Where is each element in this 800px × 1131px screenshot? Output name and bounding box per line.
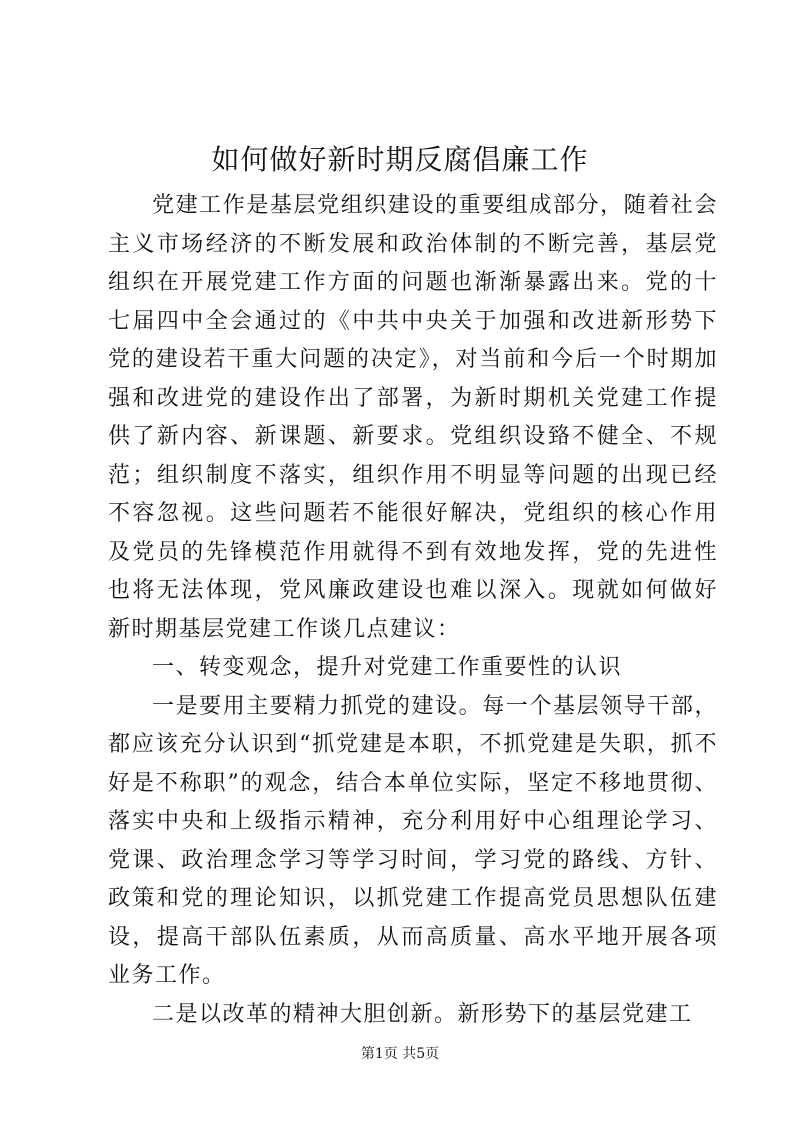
paragraph-intro: 党建工作是基层党组织建设的重要组成部分，随着社会主义市场经济的不断发展和政治体制的不断完善，基层党组织在开展党建工作方面的问题也渐渐暴露出来。党的十七届四中全会通过的《中共中央关于加强和改进新形势下党的建设若干重大问题的决定》，对当前和今后一个时期加强和改进党的建设作出了部署，为新时期机关党建工作提供了新内容、新课题、新要求。党组织设臵不健全、不规范；组织制度不落实，组织作用不明显等问题的出现已经不容忽视。这些问题若不能很好解决，党组织的核心作用及党员的先锋模范作用就得不到有效地发挥，党的先进性也将无法体现，党风廉政建设也难以深入。现就如何做好新时期基层党建工作谈几点建议：: [108, 193, 718, 642]
document-body: [108, 187, 718, 1034]
paragraph-point-2: 二是以改革的精神大胆创新。新形势下的基层党建工: [152, 1001, 693, 1027]
section-heading-1: 一、转变观念，提升对党建工作重要性的认识: [152, 655, 623, 680]
document-title: 如何做好新时期反腐倡廉工作: [211, 143, 589, 176]
page-footer: 第1页 共5页: [360, 1046, 440, 1062]
paragraph-point-1: 一是要用主要精力抓党的建设。每一个基层领导干部，都应该充分认识到“抓党建是本职，不抓党建是失职，抓不好是不称职”的观念，结合本单位实际，坚定不移地贯彻、落实中央和上级指示精神，充分利用好中心组理论学习、党课、政治理念学习等学习时间，学习党的路线、方针、政策和党的理论知识，以抓党建工作提高党员思想队伍建设，提高干部队伍素质，从而高质量、高水平地开展各项业务工作。: [108, 693, 718, 988]
